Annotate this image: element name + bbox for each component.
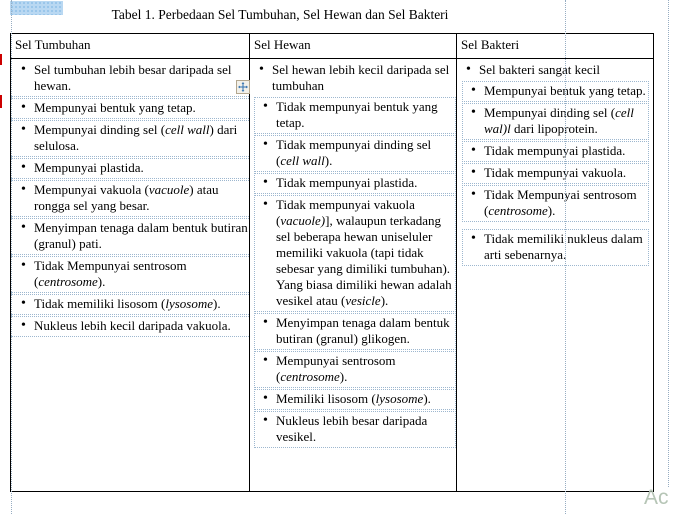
list-item[interactable] — [254, 389, 456, 410]
list-item-text: Tidak Mempunyai sentrosom (centrosome). — [484, 187, 637, 218]
bullet-icon: • — [21, 62, 26, 77]
bullet-icon: • — [471, 105, 476, 120]
list-item-text: Mempunyai sentrosom (centrosome). — [276, 353, 396, 384]
list-item[interactable] — [11, 256, 249, 293]
list-item[interactable] — [462, 103, 649, 140]
bullet-icon: • — [263, 99, 268, 114]
bullet-icon: • — [21, 296, 26, 311]
list-item-text: Mempunyai vakuola (vacuole) atau rongga sel yang besar. — [34, 182, 219, 213]
bullet-icon: • — [471, 83, 476, 98]
list-item[interactable] — [11, 294, 249, 315]
bullet-icon: • — [21, 122, 26, 137]
revision-change-mark — [0, 95, 2, 108]
list-item-text: Tidak mempunyai plastida. — [276, 175, 418, 190]
comparison-table — [10, 33, 654, 492]
list-item[interactable] — [11, 180, 249, 217]
bullet-icon: • — [21, 220, 26, 235]
list-item-text: Tidak mempunyai dinding sel (cell wall). — [276, 137, 432, 168]
list-item-text: Tidak memiliki nukleus dalam arti sebenarnya. — [484, 231, 643, 262]
move-arrows-icon — [238, 82, 248, 92]
list-item[interactable] — [462, 163, 649, 184]
list-item[interactable] — [250, 61, 456, 96]
bullet-icon: • — [21, 100, 26, 115]
list-item-text: Mempunyai bentuk yang tetap. — [34, 100, 196, 115]
list-item-text: Tidak Mempunyai sentrosom (centrosome). — [34, 258, 187, 289]
list-item-text: Tidak mempunyai plastida. — [484, 143, 626, 158]
bullet-icon: • — [21, 318, 26, 333]
bullet-icon: • — [21, 160, 26, 175]
list-item[interactable] — [462, 141, 649, 162]
list-item-text: Nukleus lebih kecil daripada vakuola. — [34, 318, 231, 333]
list-item[interactable] — [11, 120, 249, 157]
bullet-icon: • — [471, 165, 476, 180]
column-header-sel-tumbuhan[interactable]: Sel Tumbuhan — [11, 34, 250, 59]
bullet-icon: • — [471, 231, 476, 246]
bullet-icon: • — [263, 391, 268, 406]
table-cell-sel-hewan[interactable] — [250, 59, 457, 491]
list-item-text: Tidak memiliki lisosom (lysosome). — [34, 296, 221, 311]
list-item-text: Menyimpan tenaga dalam bentuk butiran (granul) glikogen. — [276, 315, 450, 346]
table-move-handle[interactable] — [236, 80, 250, 94]
list-item[interactable] — [462, 185, 649, 222]
list-item[interactable] — [462, 229, 649, 266]
text-boundary-line-right — [668, 0, 669, 487]
list-item[interactable] — [254, 135, 456, 172]
column-header-sel-hewan[interactable]: Sel Hewan — [250, 34, 457, 59]
list-item-text: Tidak mempunyai vakuola (vacuole)], walaupun terkadang sel beberapa hewan uniseluler memiliki vakuola (tapi tidak sebesar yang dimiliki tumbuhan). Yang biasa dimiliki hewan adalah vesikel atau (vesicle). — [276, 197, 452, 308]
list-item[interactable] — [254, 313, 456, 350]
bullet-icon: • — [263, 413, 268, 428]
list-item-text: Tidak mempunyai vakuola. — [484, 165, 627, 180]
bullet-icon: • — [263, 137, 268, 152]
bullet-icon: • — [263, 353, 268, 368]
bullet-icon: • — [471, 187, 476, 202]
list-item-text: Menyimpan tenaga dalam bentuk butiran (granul) pati. — [34, 220, 248, 251]
list-item-text: Nukleus lebih besar daripada vesikel. — [276, 413, 428, 444]
list-item-text: Mempunyai plastida. — [34, 160, 144, 175]
table-cell-sel-tumbuhan[interactable] — [11, 59, 250, 491]
list-item-text: Memiliki lisosom (lysosome). — [276, 391, 431, 406]
bullet-icon: • — [21, 258, 26, 273]
bullet-icon: • — [263, 197, 268, 212]
table-cell-sel-bakteri[interactable] — [457, 59, 653, 491]
list-item[interactable] — [254, 195, 456, 312]
list-item-text: Mempunyai dinding sel (cell wall) dari selulosa. — [34, 122, 238, 153]
list-item-text: Tidak mempunyai bentuk yang tetap. — [276, 99, 438, 130]
list-item[interactable] — [11, 61, 249, 97]
bullet-icon: • — [21, 182, 26, 197]
activate-windows-watermark: Ac — [644, 486, 669, 509]
bullet-icon: • — [259, 62, 264, 77]
bullet-icon: • — [263, 175, 268, 190]
column-header-sel-bakteri[interactable]: Sel Bakteri — [457, 34, 653, 59]
list-item-text: Sel tumbuhan lebih besar daripada sel hewan. — [34, 62, 232, 93]
list-item[interactable] — [11, 218, 249, 255]
list-item-text: Mempunyai bentuk yang tetap. — [484, 83, 646, 98]
bullet-icon: • — [466, 62, 471, 77]
list-item[interactable] — [11, 98, 249, 119]
list-item-text: Sel hewan lebih kecil daripada sel tumbuhan — [272, 62, 450, 93]
table-caption[interactable]: Tabel 1. Perbedaan Sel Tumbuhan, Sel Hewan dan Sel Bakteri — [111, 7, 449, 22]
revision-change-mark — [0, 54, 2, 65]
bullet-icon: • — [263, 315, 268, 330]
list-item[interactable] — [254, 173, 456, 194]
list-item[interactable] — [254, 411, 456, 448]
bullet-icon: • — [471, 143, 476, 158]
list-item-text: Sel bakteri sangat kecil — [479, 62, 600, 77]
list-item[interactable] — [11, 158, 249, 179]
list-item[interactable] — [254, 97, 456, 134]
list-item[interactable] — [457, 61, 653, 80]
list-item[interactable] — [11, 316, 249, 337]
list-item[interactable] — [462, 81, 649, 102]
list-item-text: Mempunyai dinding sel (cell wal)l dari lipoprotein. — [484, 105, 634, 136]
list-item[interactable] — [254, 351, 456, 388]
